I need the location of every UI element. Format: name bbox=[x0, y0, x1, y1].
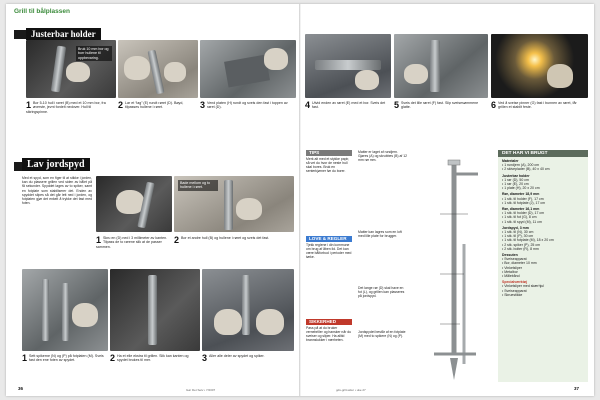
step-bottom-2: 2 Ha et elle ekstra til grillen. Slik kan kanten og spydet brukes til mer. bbox=[110, 353, 189, 363]
sidebar-materials: Materialer • 1 rundjern (A), 200 cm • 2 skiveplader (B), 40 x 40 cm Justerbar holder • 1 rør (D), 50 cm • 1 rør (E), 20 cm • 1 plate (H), 20 x 20 cm Rør, diameter 18,9 mm • 1 stk. til holder (F), 17 cm • 1 stk. til fotplate (J), 17 cm Rør, diameter 16,1 mm • 1 stk. til holder (D), 17 cm • 1 stk. til fot (G), 8 cm • 1 stk. til spyd (M), 11 cm Jordspyd, 3 mm • 1 stk. til (N), 30 cm • 1 stk. til (P), 30 cm • 1 stk. til fotplate (M), 18 x 20 cm • 2 stk. spiker (P), 25 cm • 2 stk. bolter (R), 8 mm Dessuten • Sveiseapparat • Bor, diameter 10 mm • Vinkelsliper • Metalbor • Målebånd Specialværktøj • Vinkelsliper med skærhjul • Sveiseapparat • Skruestikke bbox=[498, 159, 588, 297]
photo-note-1: Bruk 10 mm bor og borr hullene til oppbevaring. bbox=[76, 46, 112, 61]
intro-text: Med et spyd, som en figer til at stikke i jorden, kan du plassere grillen ved siden av bålet på få sekunder. Spyddet lages av to spiker, samt en fotplate som stabiliserer det. Enden av spyddet slipes så det går lett ned i jorden, og fotplaten gjør det enkelt å trykke det fast med foten. bbox=[22, 176, 92, 206]
love-title: LOVE & REGLER bbox=[306, 236, 352, 242]
photo-bending bbox=[118, 40, 198, 98]
diagram-top-cap bbox=[448, 160, 460, 165]
photo-assembled bbox=[202, 269, 294, 351]
safety-title: SIKKERHED bbox=[306, 319, 352, 325]
section-title-justerbar: Justerbar holder bbox=[26, 28, 101, 40]
diagram-label-1: Matter er laget af rundjern. Gjøres (A) og skrubbes (B) af 12 mm rør mm. bbox=[358, 150, 407, 163]
step-bottom-1: 1 Sett spikerne (N) og (P) på fotplaten (M). Sveis fast den ene foten av spydet. bbox=[22, 353, 104, 363]
tips-text: Merk alt med et stykke papir, så vet du hvor de neste hull skal bores. Bruk en senterkjørner før du borer. bbox=[306, 157, 350, 174]
page-gutter bbox=[299, 4, 301, 396]
step-mid-1: 1 Skru en (D) ned i 3 millimeter av kanten. Tilpass de to rørene slik at de passer sammen. bbox=[96, 235, 168, 249]
diagram-label-3: Det lange rør (D) skal have en fot (L), og grillen kan plasseres på jordspyd. bbox=[358, 286, 405, 299]
footer-left: Gør Det Selv • 7/2007 bbox=[186, 388, 216, 392]
breadcrumb: Grill til bålplassen bbox=[14, 8, 70, 15]
grill-diagram bbox=[410, 154, 494, 384]
materials-sidebar bbox=[498, 150, 588, 382]
section-title-jordspyd: Lav jordspyd bbox=[22, 158, 90, 171]
step-top-4: 4 Utvid enden av røret (E) med et bor. Sveis det fast. bbox=[305, 100, 386, 110]
diagram-label-4: Jordspydet består af en fotplate (M) med to spikere (N) og (P). bbox=[358, 330, 406, 339]
photo-drill-rod bbox=[174, 176, 294, 232]
safety-box bbox=[306, 319, 352, 342]
diagram-spike bbox=[450, 358, 458, 380]
photo-spikes bbox=[22, 269, 108, 351]
page-number-left: 36 bbox=[18, 386, 24, 391]
tips-box bbox=[306, 150, 352, 173]
tips-title: TIPS bbox=[306, 150, 352, 156]
step-top-6: 6 Ved å sveise pinner (G) fast i bunnen av røret, får grillen et stabilt feste. bbox=[491, 100, 577, 110]
step-top-5: 5 Sveis det lille røret (F) fast. Slip sveisesømmene glatte. bbox=[394, 100, 479, 110]
photo-plate-welding bbox=[200, 40, 296, 98]
photo-small-pipe bbox=[394, 34, 488, 98]
safety-text: Pass på at du bruker vernebriller og hansker når du sveiser og sliper. Ha alltid brannslukker i nærheten. bbox=[306, 326, 352, 343]
diagram-label-2: Matter kan lagres som en loft med lille plate for brugger. bbox=[358, 230, 402, 239]
sidebar-title: DET HAR VI BRUGT bbox=[498, 150, 588, 157]
photo-note-mid: Bade mellom og to hullene i røret. bbox=[178, 180, 218, 191]
footer-right: gds-grill-sider • uke 27 bbox=[336, 388, 366, 392]
step-bottom-3: 3 Aller alle deler av spydet og spiker. bbox=[202, 353, 265, 363]
step-top-3: 3 Vend platen (H) rundt og sveis den fast i toppen av røret (D). bbox=[200, 100, 288, 110]
page-number-right: 37 bbox=[574, 386, 580, 391]
photo-drilling bbox=[26, 40, 116, 98]
photo-pipe-end bbox=[305, 34, 391, 98]
photo-welding-sparks bbox=[491, 34, 588, 98]
magazine-spread bbox=[6, 4, 594, 396]
step-mid-2: 2 Bor et andre hull (B) og hullene i røret og sveis det fast. bbox=[174, 235, 270, 245]
love-text: Tjekk reglene i din kommune om brug af åben ild. Det kan være bålforbud i perioder med tørke. bbox=[306, 243, 352, 260]
photo-screwing bbox=[96, 176, 172, 232]
step-top-2: 2 Lar et “lag” (E) rundt røret (D). Bøyd, tilpasses hullene i røret. bbox=[118, 100, 184, 110]
photo-extra-grill bbox=[110, 269, 200, 351]
step-top-1: 1 Bor 5-10 hull i røret (B) med et 10 mm bor, fra øverste, jevnt fordelt nedover. Hull til sikringspinne. bbox=[26, 100, 106, 114]
love-box bbox=[306, 236, 352, 259]
